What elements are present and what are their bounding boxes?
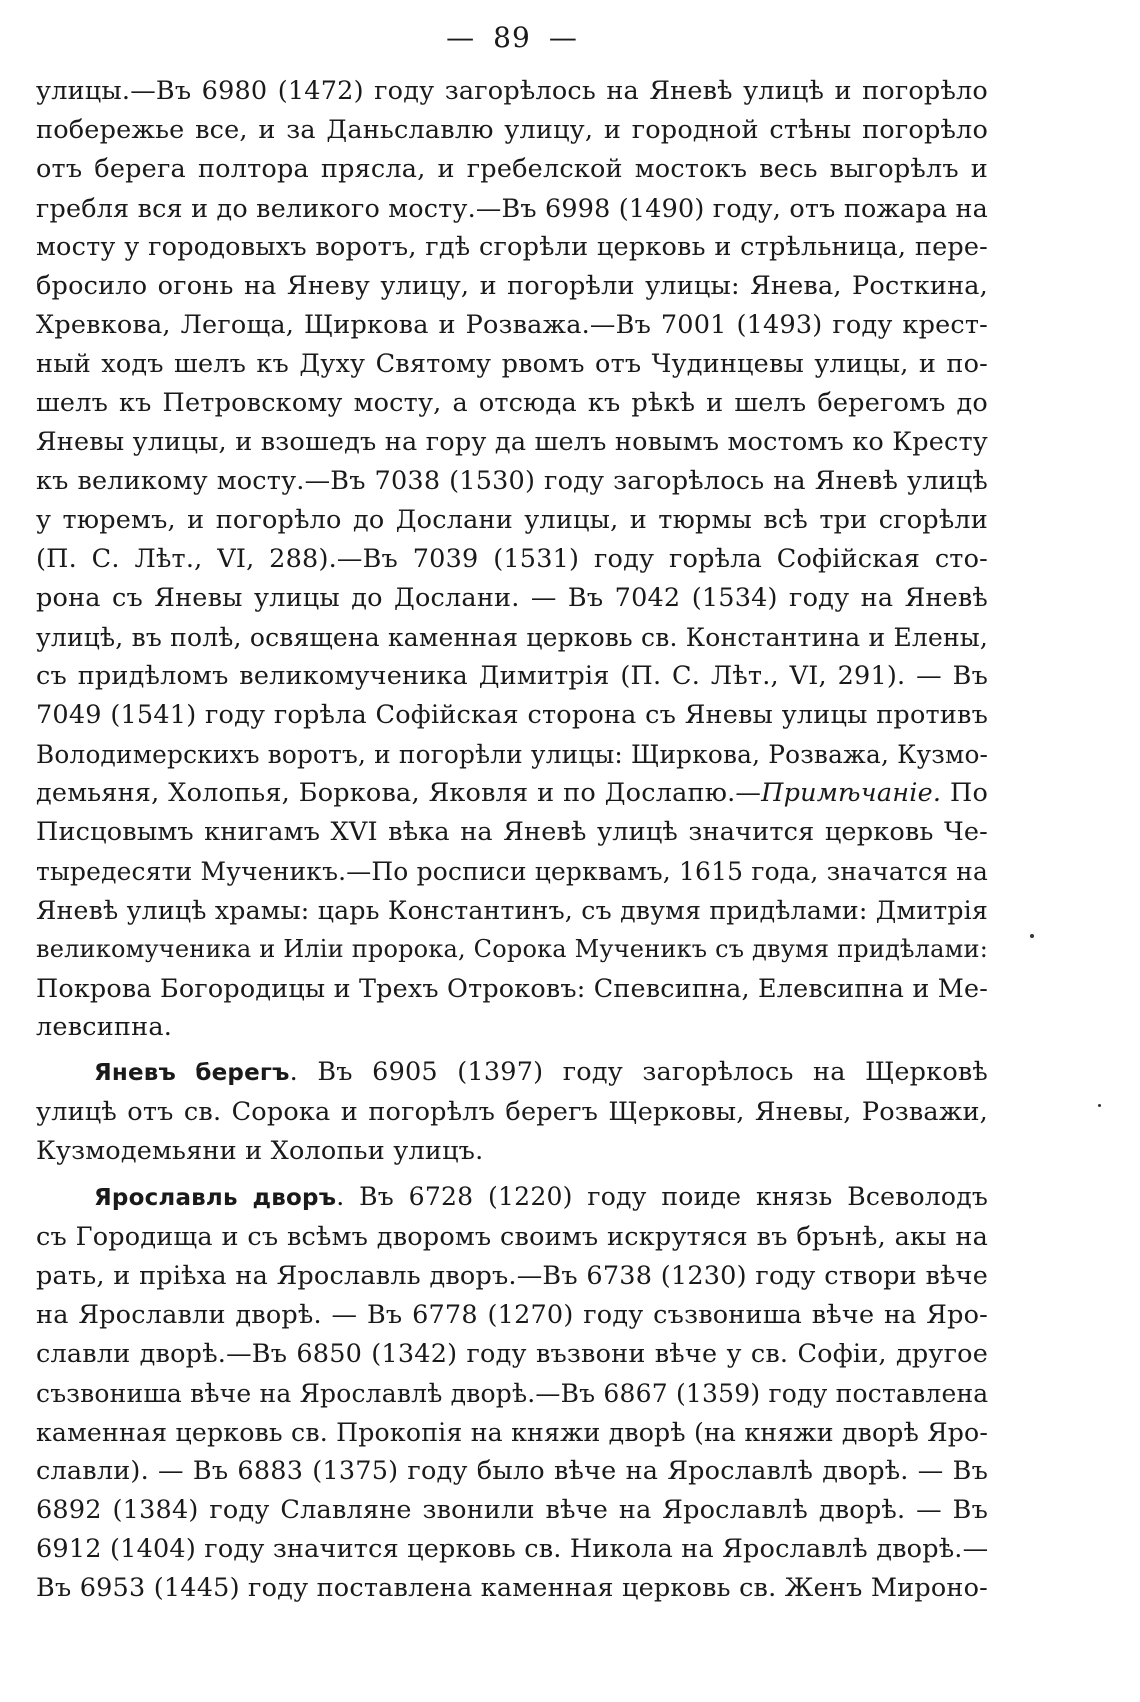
text-line: Покрова Богородицы и Трехъ Отроковъ: Спевсипна, Елевсипна и Ме-	[36, 973, 988, 1003]
text-line: 6912 (1404) году значится церковь св. Никола на Ярославлѣ дворѣ.—	[36, 1534, 989, 1564]
entry-first-line	[36, 1053, 988, 1093]
text-line: тыредесяти Мученикъ.—По росписи церквамъ, 1615 года, значатся на	[36, 857, 988, 886]
entry-first-line	[36, 1177, 988, 1218]
text-line: шелъ къ Петровскому мосту, а отсюда къ рѣкѣ и шелъ берегомъ до	[36, 388, 988, 418]
text-line: улицѣ отъ св. Сорока и погорѣлъ берегъ Щерковы, Яневы, Розважи,	[36, 1097, 988, 1127]
text-line: съ придѣломъ великомученика Димитрія (П. С. Лѣт., VI, 291). — Въ	[36, 661, 988, 691]
page-number-dash-left: —	[446, 21, 476, 54]
text-line: Писцовымъ книгамъ XVI вѣка на Яневѣ улицѣ значится церковь Че-	[36, 817, 988, 847]
text-line: улицы.—Въ 6980 (1472) году загорѣлось на Яневѣ улицѣ и погорѣло	[36, 76, 988, 106]
text-line: Яневы улицы, и взошедъ на гору да шелъ новымъ мостомъ ко Кресту	[36, 427, 988, 457]
text-line: 6892 (1384) году Славляне звонили вѣче на Ярославлѣ дворѣ. — Въ	[36, 1495, 988, 1525]
text-line: Хревкова, Легоща, Щиркова и Розважа.—Въ 7001 (1493) году крест-	[36, 310, 988, 340]
text-segment: . Въ 6905 (1397) году загорѣлось на Щерковѣ	[289, 1057, 988, 1087]
page-number: 89	[493, 21, 531, 54]
text-line: къ великому мосту.—Въ 7038 (1530) году загорѣлось на Яневѣ улицѣ	[36, 466, 988, 496]
note-label: Примѣчаніе.	[761, 778, 942, 808]
text-line: отъ берега полтора прясла, и гребелской мостокъ весь выгорѣлъ и	[36, 154, 988, 184]
text-line-with-note	[36, 774, 988, 813]
page-number-header	[36, 14, 988, 62]
margin-speck	[1030, 934, 1034, 938]
entry-yanev-bereg	[36, 1053, 988, 1171]
margin-speck	[1098, 1104, 1101, 1107]
text-line: ный ходъ шелъ къ Духу Святому рвомъ отъ Чудинцевы улицы, и по-	[36, 349, 988, 379]
text-line: рона съ Яневы улицы до Дослани. — Въ 7042 (1534) году на Яневѣ	[36, 583, 988, 613]
text-segment: демьяня, Холопья, Боркова, Яковля и по Дослапю.—	[36, 778, 762, 808]
entry-term: Ярославль дворъ	[94, 1185, 337, 1211]
text-line: побережье все, и за Даньславлю улицу, и городной стѣны погорѣло	[36, 115, 988, 145]
text-line: мосту у городовыхъ воротъ, гдѣ сгорѣли церковь и стрѣльница, пере-	[36, 232, 988, 262]
text-line: Яневѣ улицѣ храмы: царь Константинъ, съ двумя придѣлами: Дмитрія	[36, 896, 988, 925]
text-line: (П. С. Лѣт., VI, 288).—Въ 7039 (1531) году горѣла Софійская сто-	[36, 544, 988, 574]
text-line: каменная церковь св. Прокопія на княжи дворѣ (на княжи дворѣ Яро-	[36, 1418, 989, 1447]
entry-term: Яневъ берегъ	[94, 1060, 290, 1086]
text-line-last: Кузмодемьяни и Холопьи улицъ.	[36, 1136, 484, 1166]
text-line: славли). — Въ 6883 (1375) году было вѣче на Ярославлѣ дворѣ. — Въ	[36, 1456, 988, 1486]
text-line: рать, и пріѣха на Ярославль дворъ.—Въ 6738 (1230) году створи вѣче	[36, 1261, 988, 1291]
text-line: гребля вся и до великого мосту.—Въ 6998 (1490) году, отъ пожара на	[36, 193, 988, 223]
text-line: великомученика и Иліи пророка, Сорока Мученикъ съ двумя придѣлами:	[36, 935, 989, 963]
text-segment: . Въ 6728 (1220) году поиде князь Всеволодъ	[336, 1182, 989, 1211]
text-line: съзвониша вѣче на Ярославлѣ дворѣ.—Въ 6867 (1359) году поставлена	[36, 1379, 989, 1408]
text-line: у тюремъ, и погорѣло до Дослани улицы, и тюрмы всѣ три сгорѣли	[36, 505, 988, 535]
document-page	[36, 14, 988, 1608]
paragraph-yaneva-ulitsa	[36, 72, 988, 1047]
text-segment: По	[941, 778, 988, 808]
text-line: бросило огонь на Яневу улицу, и погорѣли улицы: Янева, Росткина,	[36, 271, 988, 301]
text-line-last: левсипна.	[36, 1012, 173, 1042]
text-line: Въ 6953 (1445) году поставлена каменная церковь св. Женъ Мироно-	[36, 1573, 988, 1603]
page-number-dash-right: —	[548, 21, 578, 54]
text-line: Володимерскихъ воротъ, и погорѣли улицы: Щиркова, Розважа, Кузмо-	[36, 740, 989, 769]
text-line: славли дворѣ.—Въ 6850 (1342) году възвони вѣче у св. Софіи, другое	[36, 1339, 988, 1369]
text-line: 7049 (1541) году горѣла Софійская сторона съ Яневы улицы противъ	[36, 700, 988, 730]
entry-yaroslavl-dvor	[36, 1177, 988, 1608]
text-line: улицѣ, въ полѣ, освящена каменная церковь св. Константина и Елены,	[36, 623, 988, 652]
text-line: съ Городища и съ всѣмъ дворомъ своимъ искрутяся въ брънѣ, акы на	[36, 1222, 988, 1252]
text-line: на Ярославли дворѣ. — Въ 6778 (1270) году съзвониша вѣче на Яро-	[36, 1300, 988, 1330]
